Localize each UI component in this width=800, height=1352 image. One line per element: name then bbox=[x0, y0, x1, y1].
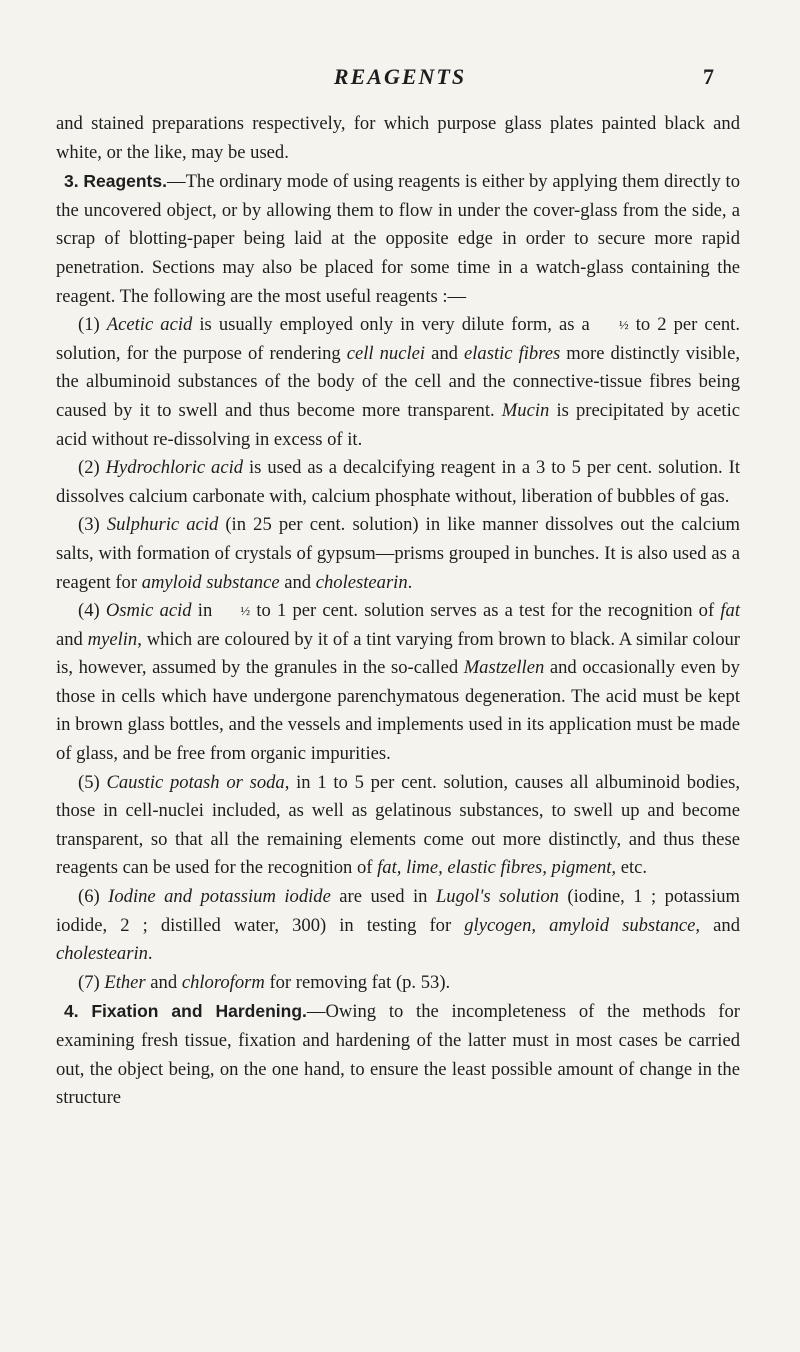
item-text: . bbox=[407, 571, 413, 593]
reagent-name: Ether bbox=[104, 971, 146, 993]
emphasis-term: fat, lime, elastic fibres, pigment, bbox=[377, 857, 617, 879]
section-text: —The ordinary mode of using reagents is either by applying them directly to the uncovered object, or by allowing them to flow in under the cover-glass from the side, a scrap of blotting-paper being laid at the opposite edge in order to secure more rapid penetration. Sections may also be placed for some time in a watch-glass containing the reagent. The following are the most useful reagents :— bbox=[56, 171, 740, 307]
item-text: and bbox=[700, 914, 740, 936]
reagent-item-iodine bbox=[56, 883, 740, 969]
reagent-name: Hydrochloric acid bbox=[105, 457, 244, 479]
item-text: in bbox=[191, 600, 219, 622]
emphasis-term: elastic fibres bbox=[464, 342, 561, 364]
emphasis-term: cholestearin bbox=[315, 571, 408, 593]
reagent-item-acetic-acid bbox=[56, 311, 740, 454]
item-text: , which are coloured by it of a tint varying from brown to black. A similar colour is, however, assumed by the granules in the so-called bbox=[56, 628, 740, 679]
section-title: Reagents. bbox=[83, 171, 167, 192]
item-text: to 1 per cent. solution serves as a test for the recognition of bbox=[250, 600, 721, 622]
item-text: is used as a decalcifying reagent in a 3 to 5 per cent. solution. It dissolves calcium carbonate with, calcium phosphate without, liberation of bubbles of gas. bbox=[56, 457, 740, 507]
page-body bbox=[56, 110, 740, 1113]
continued-paragraph bbox=[56, 110, 740, 167]
section-number: 3. bbox=[64, 171, 79, 192]
item-text: , in 1 to 5 per cent. solution, causes all albuminoid bodies, those in cell-nuclei included, as well as gelatinous substances, to swell up and become transparent, so that all the remaining elements come out more distinctly, and thus these reagents can be used for the recognition of bbox=[56, 771, 740, 879]
fraction: ½ bbox=[618, 317, 629, 333]
item-number: (6) bbox=[78, 886, 100, 908]
section-fixation-hardening bbox=[56, 997, 740, 1112]
item-text: (in 25 per cent. solution) in like manner dissolves out the calcium salts, with formation of crystals of gypsum—prisms grouped in bunches. It is also used as a reagent for bbox=[56, 514, 740, 593]
item-text: is precipitated by acetic acid without re-dissolving in excess of it. bbox=[56, 399, 740, 450]
item-number: (5) bbox=[78, 771, 100, 793]
reagent-name: Iodine and potassium iodide bbox=[108, 886, 331, 908]
reagent-name: Acetic acid bbox=[106, 314, 193, 336]
emphasis-term: cell nuclei bbox=[346, 342, 426, 364]
item-number: (7) bbox=[78, 971, 100, 993]
reagent-name: Sulphuric acid bbox=[106, 514, 219, 536]
reagent-item-hydrochloric-acid bbox=[56, 454, 740, 511]
item-text: are used in bbox=[330, 886, 436, 908]
reagent-name: Caustic potash or soda bbox=[106, 771, 285, 793]
item-number: (3) bbox=[78, 514, 100, 536]
section-number: 4. bbox=[64, 1001, 79, 1022]
reagent-item-osmic-acid bbox=[56, 597, 740, 769]
item-text: and bbox=[279, 571, 316, 593]
item-number: (4) bbox=[78, 600, 100, 622]
emphasis-term: amyloid substance bbox=[141, 571, 280, 593]
fraction: ½ bbox=[240, 603, 251, 619]
reagent-item-ether bbox=[56, 969, 740, 998]
running-head bbox=[0, 64, 800, 98]
item-text: etc. bbox=[620, 857, 648, 879]
emphasis-term: myelin bbox=[87, 628, 138, 650]
item-text: more distinctly visible, the albuminoid substances of the body of the cell and the connective-tissue fibres being caused by it to swell and thus become more transparent. bbox=[56, 342, 740, 421]
section-text: —Owing to the incompleteness of the methods for examining fresh tissue, fixation and hardening of the latter must in most cases be carried out, the object being, on the one hand, to ensure the least possible amount of change in the structure bbox=[56, 1001, 740, 1109]
reagent-item-caustic-potash bbox=[56, 769, 740, 883]
running-title: REAGENTS bbox=[333, 64, 467, 89]
page-number: 7 bbox=[703, 64, 714, 89]
emphasis-term: chloroform bbox=[181, 971, 265, 993]
item-number: (2) bbox=[78, 457, 100, 479]
reagent-name: Osmic acid bbox=[105, 600, 192, 622]
emphasis-term: Mastzellen bbox=[463, 657, 545, 679]
emphasis-term: Lugol's solution bbox=[435, 886, 559, 908]
item-text: and bbox=[145, 971, 182, 993]
item-text: is usually employed only in very dilute form, as a bbox=[192, 314, 597, 336]
item-text: . bbox=[147, 943, 153, 965]
section-title: Fixation and Hardening. bbox=[91, 1001, 307, 1022]
emphasis-term: cholestearin bbox=[56, 943, 148, 965]
item-text: and occasionally even by those in cells which have undergone parenchymatous degeneration. The acid must be kept in brown glass bottles, and the vessels and implements used in its application must be made of glass, and be free from organic impurities. bbox=[56, 657, 740, 765]
section-reagents bbox=[56, 167, 740, 311]
item-text: (iodine, 1 ; potassium iodide, 2 ; distilled water, 300) in testing for bbox=[56, 886, 740, 936]
item-text: for removing fat (p. 53). bbox=[264, 971, 451, 993]
item-text: to 2 per cent. solution, for the purpose of rendering bbox=[56, 314, 740, 364]
item-text: and bbox=[425, 342, 464, 364]
emphasis-term: fat bbox=[720, 600, 740, 622]
paragraph-text: and stained preparations respectively, for which purpose glass plates painted black and white, or the like, may be used. bbox=[56, 113, 740, 163]
item-text: and bbox=[56, 628, 88, 650]
emphasis-term: Mucin bbox=[501, 399, 550, 421]
emphasis-term: glycogen, amyloid substance, bbox=[464, 914, 701, 936]
reagent-item-sulphuric-acid bbox=[56, 511, 740, 597]
item-number: (1) bbox=[78, 314, 100, 336]
